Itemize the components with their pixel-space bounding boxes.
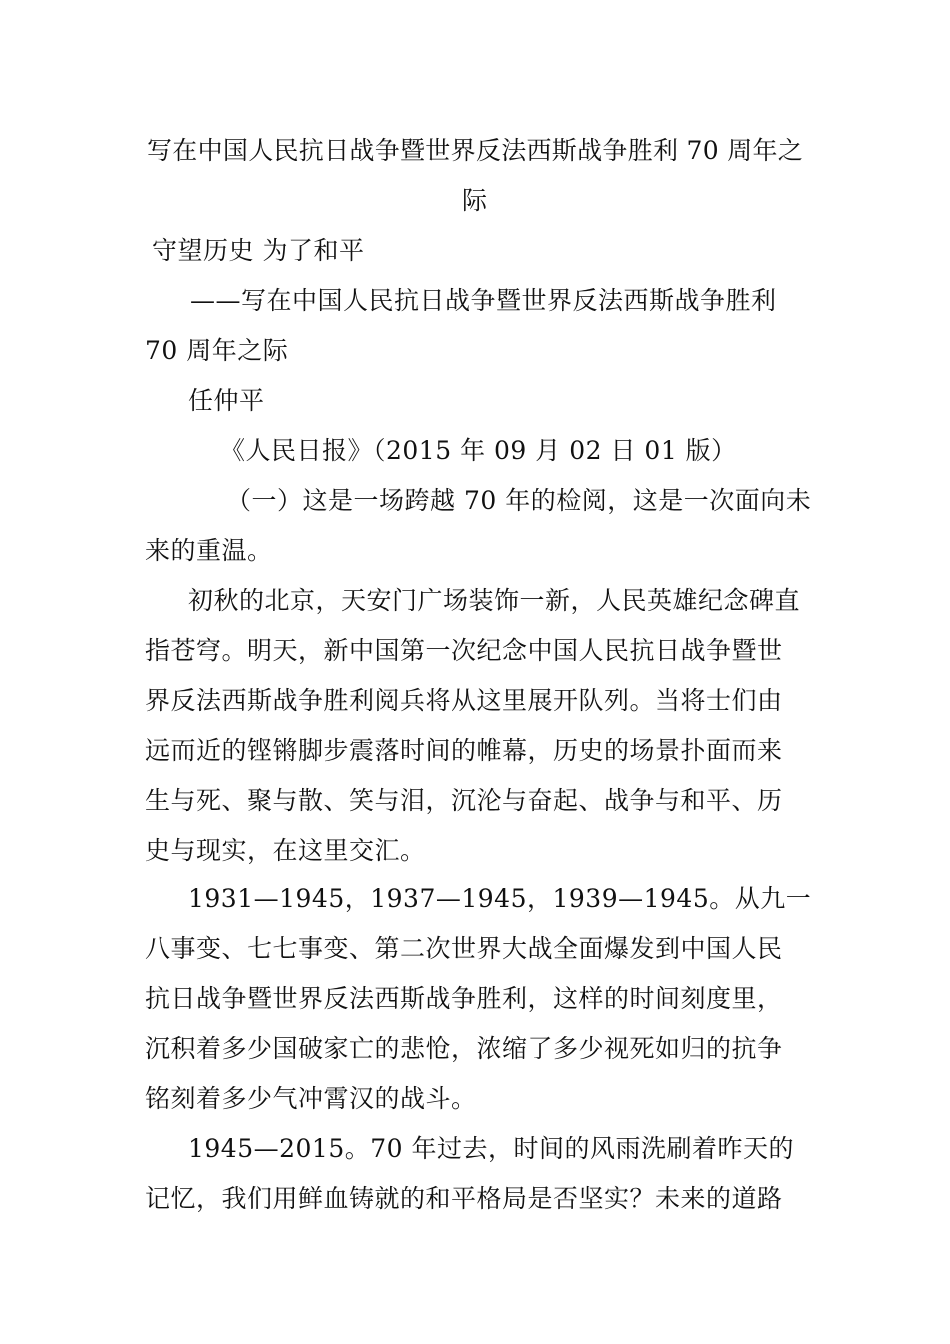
paragraph-1-line-2: 来的重温。 <box>145 536 273 565</box>
subtitle-line-2: 70 周年之际 <box>145 336 289 365</box>
paragraph-2-line-6: 史与现实，在这里交汇。 <box>145 836 426 865</box>
paragraph-3-line-3: 抗日战争暨世界反法西斯战争胜利，这样的时间刻度里， <box>145 984 783 1013</box>
author: 任仲平 <box>188 386 265 415</box>
paragraph-1-line-1: （一）这是一场跨越 70 年的检阅，这是一次面向未 <box>226 486 812 515</box>
title-line-2: 际 <box>462 186 488 215</box>
paragraph-3-line-2: 八事变、七七事变、第二次世界大战全面爆发到中国人民 <box>145 934 783 963</box>
paragraph-2-line-1: 初秋的北京，天安门广场装饰一新，人民英雄纪念碑直 <box>188 586 801 615</box>
source-line: 《人民日报》（2015 年 09 月 02 日 01 版） <box>220 436 737 465</box>
paragraph-2-line-2: 指苍穹。明天，新中国第一次纪念中国人民抗日战争暨世 <box>145 636 783 665</box>
paragraph-2-line-3: 界反法西斯战争胜利阅兵将从这里展开队列。当将士们由 <box>145 686 783 715</box>
headline: 守望历史 为了和平 <box>152 236 365 265</box>
subtitle-line-1: ——写在中国人民抗日战争暨世界反法西斯战争胜利 <box>190 286 777 315</box>
title-line-1: 写在中国人民抗日战争暨世界反法西斯战争胜利 70 周年之 <box>147 136 804 165</box>
paragraph-4-line-1: 1945—2015。70 年过去，时间的风雨洗刷着昨天的 <box>188 1134 795 1163</box>
paragraph-2-line-5: 生与死、聚与散、笑与泪，沉沦与奋起、战争与和平、历 <box>145 786 783 815</box>
paragraph-4-line-2: 记忆，我们用鲜血铸就的和平格局是否坚实？未来的道路 <box>145 1184 783 1213</box>
paragraph-3-line-5: 铭刻着多少气冲霄汉的战斗。 <box>145 1084 477 1113</box>
paragraph-3-line-1: 1931—1945，1937—1945，1939—1945。从九一 <box>188 884 812 913</box>
paragraph-3-line-4: 沉积着多少国破家亡的悲怆，浓缩了多少视死如归的抗争 <box>145 1034 783 1063</box>
paragraph-2-line-4: 远而近的铿锵脚步震落时间的帷幕，历史的场景扑面而来 <box>145 736 783 765</box>
